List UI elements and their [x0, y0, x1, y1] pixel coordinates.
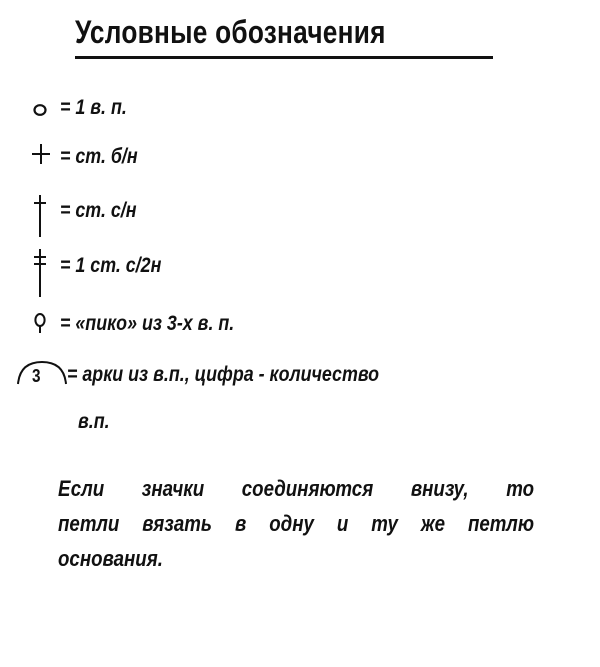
arch-number: 3 — [32, 366, 41, 386]
legend-item-text: = 1 в. п. — [60, 96, 127, 119]
single-crochet-cross-icon — [31, 143, 51, 165]
legend-item-text-continued: в.п. — [78, 410, 110, 433]
title-underline — [75, 56, 493, 59]
legend-item-text: = ст. б/н — [60, 145, 138, 168]
picot-icon — [32, 312, 48, 334]
note-line: основания. — [58, 546, 163, 571]
arch-icon — [16, 360, 68, 386]
note-paragraph — [58, 471, 534, 576]
legend-item-text: = 1 ст. с/2н — [60, 254, 162, 277]
note-line: Если значки соединяются внизу, то — [58, 476, 534, 501]
chain-stitch-circle-icon — [32, 103, 48, 117]
note-line: петли вязать в одну и ту же петлю — [58, 511, 534, 536]
double-crochet-icon — [32, 194, 48, 238]
legend-item-text: = «пико» из 3-х в. п. — [60, 312, 235, 335]
legend-item-text: = ст. с/н — [60, 199, 137, 222]
page-title: Условные обозначения — [75, 14, 386, 50]
treble-crochet-icon — [32, 248, 48, 298]
legend-item-text: = арки из в.п., цифра - количество — [67, 363, 380, 386]
